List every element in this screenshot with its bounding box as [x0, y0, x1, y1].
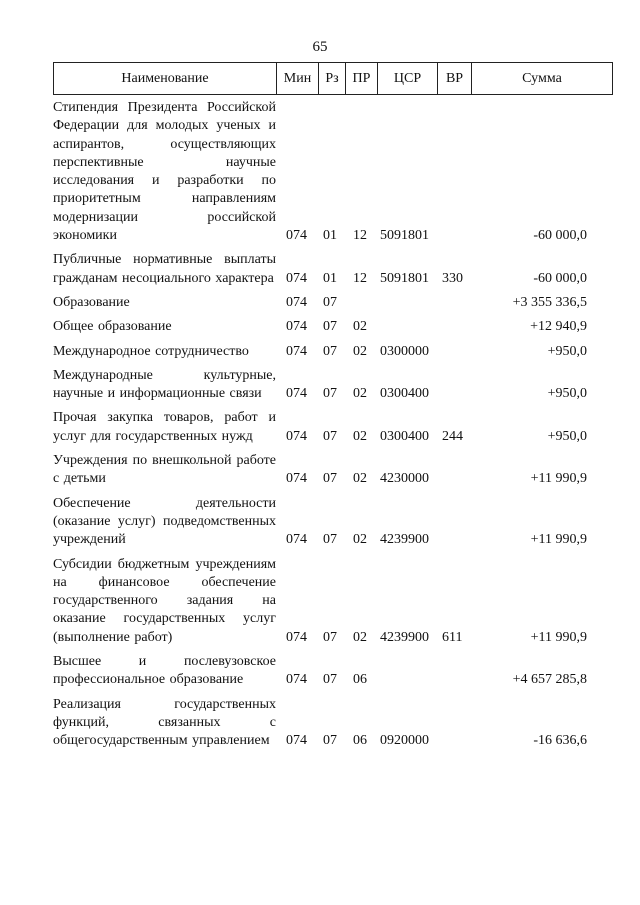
row-min: 074: [286, 319, 307, 335]
row-pr: 06: [353, 733, 367, 749]
row-min: 074: [286, 343, 307, 359]
row-csr: 4239900: [380, 532, 429, 548]
row-rz: 01: [323, 270, 337, 286]
table-row: [53, 452, 613, 489]
row-name: Общее образование: [53, 319, 172, 335]
row-rz: 07: [323, 428, 337, 444]
row-min: 074: [286, 270, 307, 286]
row-min: 074: [286, 733, 307, 749]
header-name: Наименование: [54, 63, 277, 94]
row-rz: 01: [323, 228, 337, 244]
row-pr: 02: [353, 471, 367, 487]
row-csr: 0920000: [380, 733, 429, 749]
row-rz: 07: [323, 294, 337, 310]
row-name: Образование: [53, 294, 130, 310]
row-name: Субсидии бюджетным учреждениям на финансовое обеспечение государственного задания на оказание государственных услуг (выполнение работ): [53, 556, 276, 645]
row-min: 074: [286, 386, 307, 402]
table-row: [53, 409, 613, 446]
row-min: 074: [286, 629, 307, 645]
row-rz: 07: [323, 629, 337, 645]
row-rz: 07: [323, 386, 337, 402]
table-row: [53, 653, 613, 690]
row-rz: 07: [323, 471, 337, 487]
row-sum: +4 657 285,8: [512, 672, 587, 688]
table-row: [53, 367, 613, 404]
row-name: Учреждения по внешкольной работе с детьми: [53, 453, 276, 487]
row-name: Прочая закупка товаров, работ и услуг для государственных нужд: [53, 410, 276, 444]
row-name: Публичные нормативные выплаты гражданам несоциального характера: [53, 252, 276, 286]
row-csr: 4230000: [380, 471, 429, 487]
table-row: [53, 495, 613, 550]
header-min: Мин: [277, 63, 319, 94]
row-rz: 07: [323, 672, 337, 688]
row-sum: -60 000,0: [533, 228, 587, 244]
row-csr: 4239900: [380, 629, 429, 645]
page-number: 65: [312, 39, 328, 55]
row-name: Высшее и послевузовское профессиональное образование: [53, 654, 276, 688]
header-rz: Рз: [319, 63, 346, 94]
row-pr: 12: [353, 228, 367, 244]
row-min: 074: [286, 228, 307, 244]
header-vr: ВР: [438, 63, 472, 94]
row-rz: 07: [323, 343, 337, 359]
row-sum: +3 355 336,5: [512, 294, 587, 310]
row-sum: +12 940,9: [530, 319, 587, 335]
row-min: 074: [286, 672, 307, 688]
row-pr: 02: [353, 428, 367, 444]
table-row: [53, 251, 613, 288]
row-pr: 12: [353, 270, 367, 286]
table-body: [53, 99, 613, 751]
row-min: 074: [286, 471, 307, 487]
row-csr: 0300000: [380, 343, 429, 359]
row-min: 074: [286, 294, 307, 310]
row-sum: -16 636,6: [533, 733, 587, 749]
header-sum: Сумма: [522, 71, 562, 86]
row-pr: 06: [353, 672, 367, 688]
table-row: [53, 318, 613, 336]
row-rz: 07: [323, 319, 337, 335]
row-pr: 02: [353, 532, 367, 548]
row-csr: 0300400: [380, 428, 429, 444]
row-sum: +11 990,9: [530, 532, 587, 548]
row-vr: 330: [442, 270, 463, 286]
row-vr: 244: [442, 428, 463, 444]
table-row: [53, 343, 613, 361]
row-sum: +950,0: [547, 428, 587, 444]
row-rz: 07: [323, 532, 337, 548]
table-row: [53, 99, 613, 245]
row-name: Обеспечение деятельности (оказание услуг) подведомственных учреждений: [53, 495, 276, 548]
row-sum: +950,0: [547, 386, 587, 402]
row-sum: +11 990,9: [530, 629, 587, 645]
row-sum: -60 000,0: [533, 270, 587, 286]
table-row: [53, 696, 613, 751]
row-rz: 07: [323, 733, 337, 749]
row-pr: 02: [353, 386, 367, 402]
row-csr: 5091801: [380, 228, 429, 244]
row-min: 074: [286, 532, 307, 548]
row-pr: 02: [353, 629, 367, 645]
table-row: [53, 556, 613, 647]
row-pr: 02: [353, 319, 367, 335]
row-csr: 5091801: [380, 270, 429, 286]
row-sum: +11 990,9: [530, 471, 587, 487]
row-name: Реализация государственных функций, связанных с общегосударственным управлением: [53, 696, 276, 749]
row-min: 074: [286, 428, 307, 444]
header-pr: ПР: [346, 63, 378, 94]
row-name: Стипендия Президента Российской Федерации для молодых ученых и аспирантов, осуществляющих перспективные научные исследования и разработки по приоритетным направлениям модернизации российской экономики: [53, 100, 276, 244]
row-name: Международные культурные, научные и информационные связи: [53, 367, 276, 402]
row-csr: 0300400: [380, 386, 429, 402]
table-header: [53, 62, 613, 95]
row-vr: 611: [442, 629, 463, 645]
row-name: Международное сотрудничество: [53, 343, 249, 359]
header-csr: ЦСР: [378, 63, 438, 94]
row-pr: 02: [353, 343, 367, 359]
table-row: [53, 294, 613, 312]
row-sum: +950,0: [547, 343, 587, 359]
